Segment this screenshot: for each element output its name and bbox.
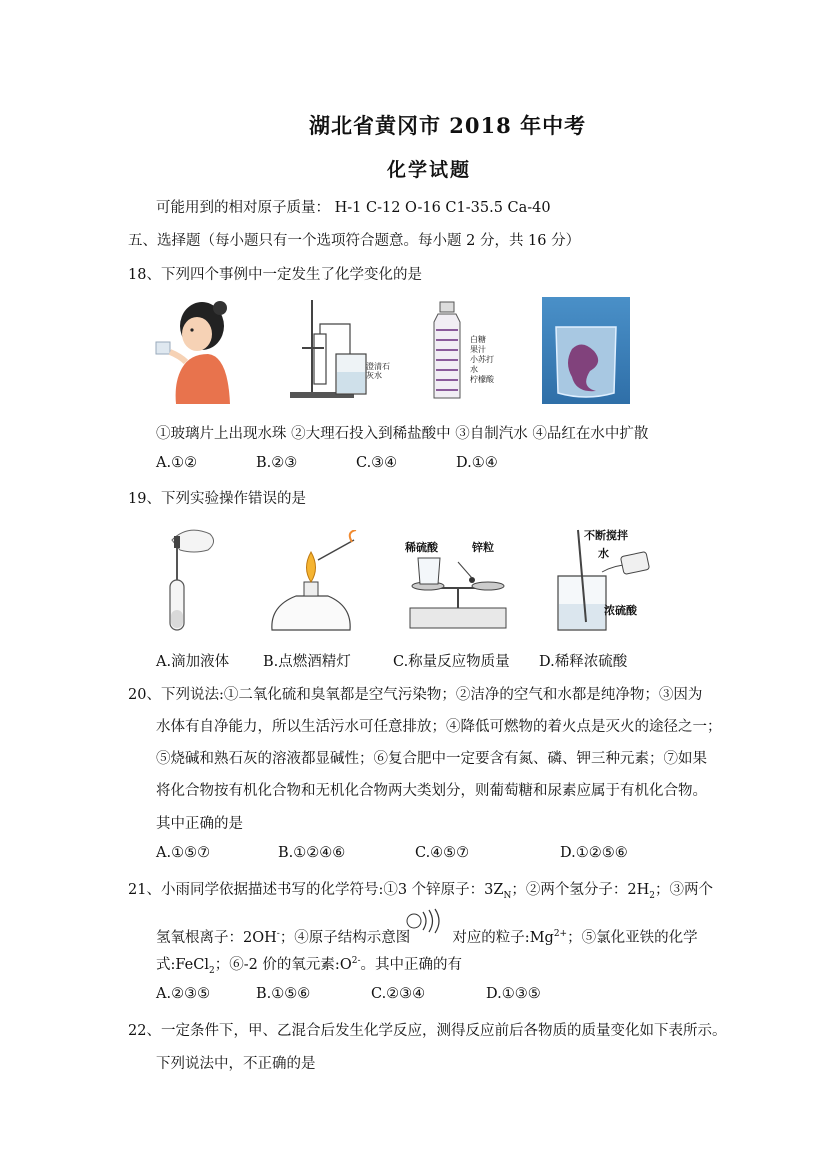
q19-stem: 19、下列实验操作错误的是 [128,491,306,507]
dilute-sulfuric-acid-label: 稀硫酸 [405,541,438,554]
q18-captions: ①玻璃片上出现水珠 ②大理石投入到稀盐酸中 ③自制汽水 ④品红在水中扩散 [156,426,649,442]
q20-option-c: C.④⑤⑦ [415,845,470,861]
soda-label-water: 水 [470,365,478,374]
q18-option-b: B.②③ [256,455,298,471]
soda-label-citric-acid: 柠檬酸 [470,375,494,384]
q20-option-a: A.①⑤⑦ [156,845,211,861]
soda-bottle-figure [430,300,466,402]
q20-line-4: 将化合物按有机化合物和无机化合物两大类划分，则葡萄糖和尿素应属于有机化合物。 [156,783,707,799]
atomic-mass-line: 可能用到的相对原子质量： H-1 C-12 O-16 C1-35.5 Ca-40 [156,200,551,216]
q20-option-d: D.①②⑤⑥ [560,845,628,861]
balance-figure [400,550,516,634]
q21-option-b: B.①⑤⑥ [256,986,311,1002]
q21-line-3: 式:FeCl$_2$；⑥-2 价的氧元素$:O^{2-}$。其中正确的有 [156,956,462,976]
girl-breathing-figure [152,296,240,404]
section-heading: 五、选择题（每小题只有一个选项符合题意。每小题 2 分，共 16 分） [128,233,581,249]
q20-line-2: 水体有自净能力，所以生活污水可任意排放；④降低可燃物的着火点是灭火的途径之一； [156,719,722,735]
q22-line-1: 22、一定条件下，甲、乙混合后发生化学反应，测得反应前后各物质的质量变化如下表所示。 [128,1023,727,1039]
zinc-granule-label: 锌粒 [472,541,494,554]
stir-constantly-label: 不断搅拌 [584,529,628,542]
q18-option-c: C.③④ [356,455,398,471]
q18-option-d: D.①④ [456,455,498,471]
conc-sulfuric-acid-label: 浓硫酸 [604,604,637,617]
dropper-figure [158,520,228,635]
page-subtitle: 化学试题 [387,159,472,181]
marble-acid-figure [284,298,396,402]
q18-stem: 18、下列四个事例中一定发生了化学变化的是 [128,267,422,283]
q19-option-b: B.点燃酒精灯 [263,654,351,670]
page-title: 湖北省黄冈市 2018 年中考 [309,113,587,138]
q20-line-1: 20、下列说法:①二氧化硫和臭氧都是空气污染物；②洁净的空气和水都是纯净物；③因为 [128,687,703,703]
soda-label-juice: 果汁 [470,345,486,354]
q19-option-d: D.稀释浓硫酸 [539,654,628,670]
magenta-diffusion-figure [542,297,630,404]
limewater-label: 澄清石灰水 [366,362,390,380]
q20-line-5: 其中正确的是 [156,816,243,832]
q22-line-2: 下列说法中，不正确的是 [156,1056,316,1072]
q21-line-1: 21、小雨同学依据描述书写的化学符号:①3 个锌原子：$3Z_N$；②两个氢分子：$2H_2$；③两个 [128,882,713,901]
q20-option-b: B.①②④⑥ [278,845,346,861]
soda-label-baking-soda: 小苏打 [470,355,494,364]
soda-label-sugar: 白糖 [470,335,486,344]
q19-option-a: A.滴加液体 [156,654,230,670]
q20-line-3: ⑤烧碱和熟石灰的溶液都显碱性；⑥复合肥中一定要含有氮、磷、钾三种元素；⑦如果 [156,751,707,767]
q21-option-a: A.②③⑤ [156,986,211,1002]
q21-option-c: C.②③④ [371,986,426,1002]
water-label: 水 [598,547,609,560]
q21-line-2: 氢氧根离子：2OH-；④原子结构示意图 对应的粒子$:Mg^{2+}$；⑤氯化亚铁的化学 [156,929,698,946]
q21-option-d: D.①③⑤ [486,986,541,1002]
q18-option-a: A.①② [156,455,198,471]
alcohol-lamp-figure [266,530,358,635]
q19-option-c: C.称量反应物质量 [393,654,510,670]
